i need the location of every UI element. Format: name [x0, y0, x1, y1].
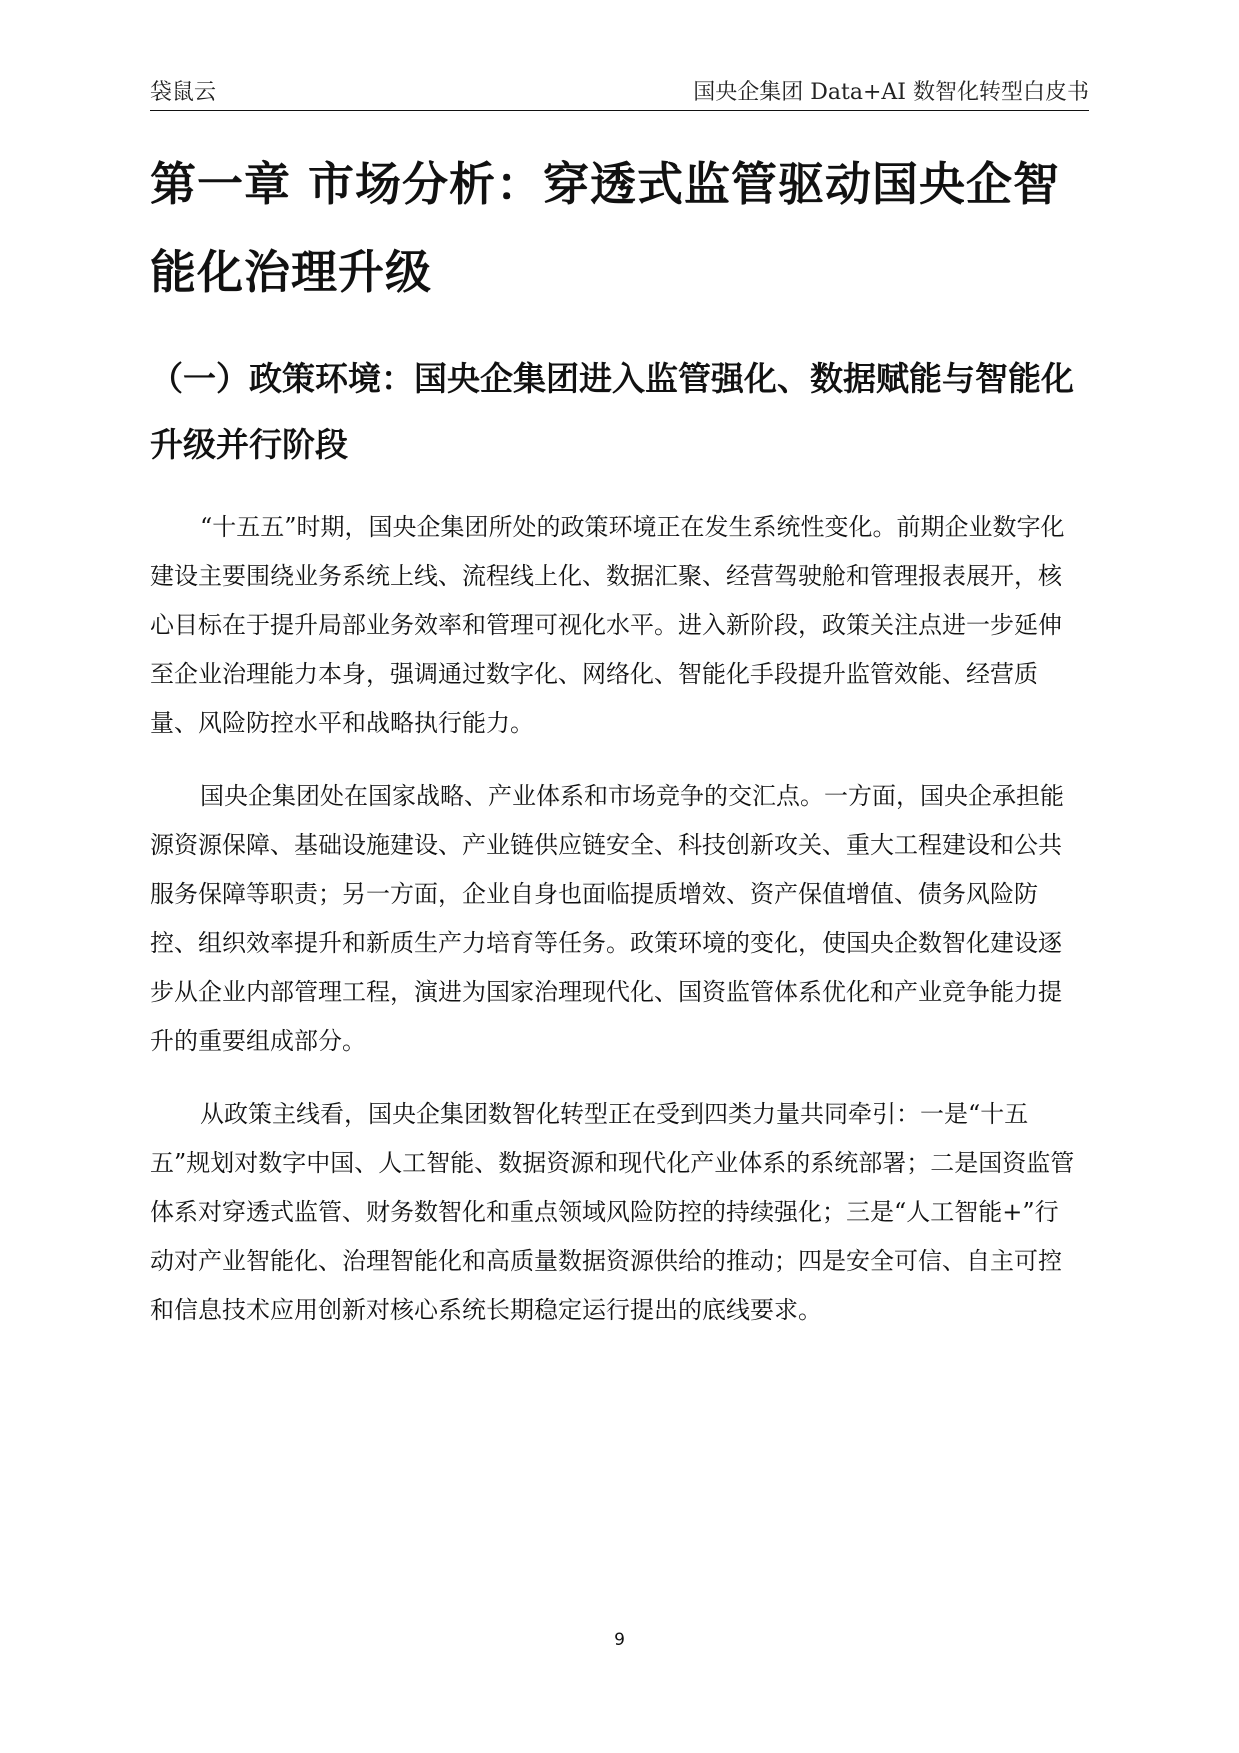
page-header — [150, 70, 1089, 111]
section-title: （一）政策环境：国央企集团进入监管强化、数据赋能与智能化升级并行阶段 — [150, 359, 1074, 464]
chapter-title: 第一章 市场分析：穿透式监管驱动国央企智能化治理升级 — [150, 157, 1061, 299]
paragraph: 从政策主线看，国央企集团数智化转型正在受到四类力量共同牵引：一是“十五五”规划对数字中国、人工智能、数据资源和现代化产业体系的系统部署；二是国资监管体系对穿透式监管、财务数智化和重点领域风险防控的持续强化；三是“人工智能+”行动对产业智能化、治理智能化和高质量数据资源供给的推动；四是安全可信、自主可控和信息技术应用创新对核心系统长期稳定运行提出的底线要求。 — [150, 1100, 1075, 1324]
body-text — [150, 503, 1080, 1359]
paragraph: “十五五”时期，国央企集团所处的政策环境正在发生系统性变化。前期企业数字化建设主要围绕业务系统上线、流程线上化、数据汇聚、经营驾驶舱和管理报表展开，核心目标在于提升局部业务效率和管理可视化水平。进入新阶段，政策关注点进一步延伸至企业治理能力本身，强调通过数字化、网络化、智能化手段提升监管效能、经营质量、风险防控水平和战略执行能力。 — [150, 513, 1065, 737]
header-company: 袋鼠云 — [150, 79, 217, 105]
page-number: 9 — [614, 1630, 625, 1650]
header-document-title: 国央企集团 Data+AI 数智化转型白皮书 — [693, 79, 1089, 105]
paragraph: 国央企集团处在国家战略、产业体系和市场竞争的交汇点。一方面，国央企承担能源资源保障、基础设施建设、产业链供应链安全、科技创新攻关、重大工程建设和公共服务保障等职责；另一方面，企业自身也面临提质增效、资产保值增值、债务风险防控、组织效率提升和新质生产力培育等任务。政策环境的变化，使国央企数智化建设逐步从企业内部管理工程，演进为国家治理现代化、国资监管体系优化和产业竞争能力提升的重要组成部分。 — [150, 782, 1064, 1055]
